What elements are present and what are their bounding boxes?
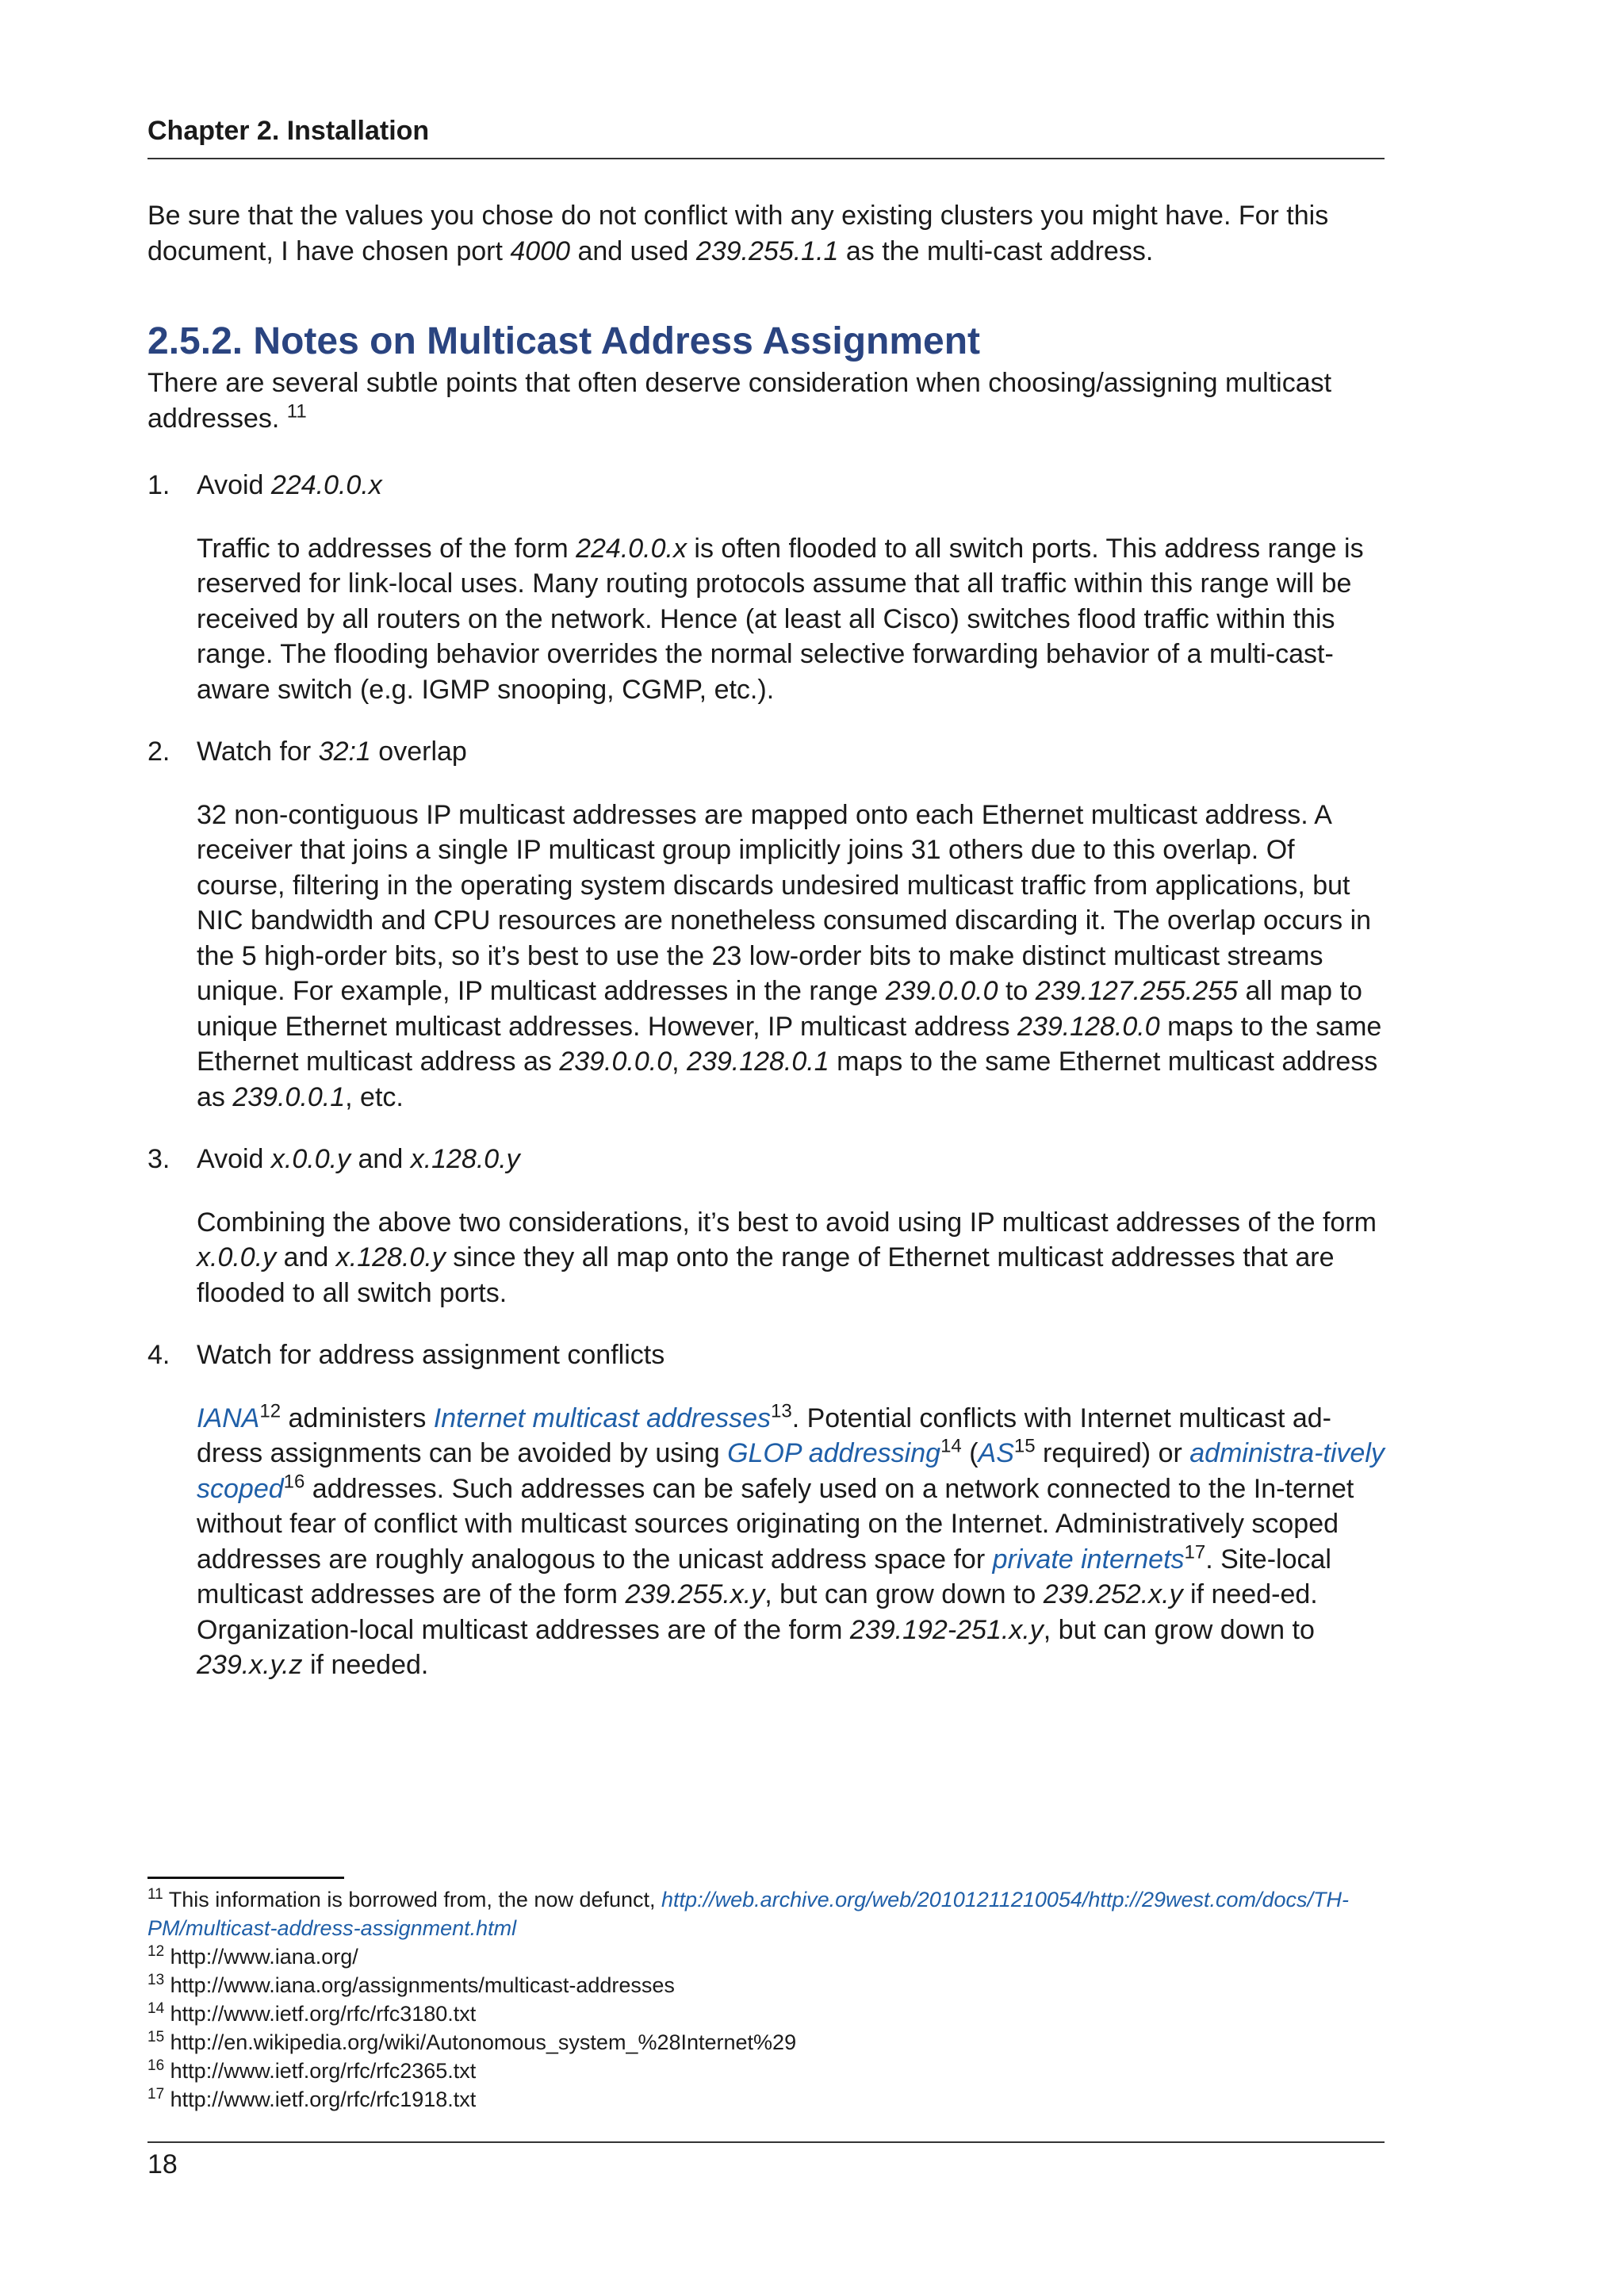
footnote-ref[interactable]: 14: [940, 1435, 962, 1457]
intro-port: 4000: [510, 235, 571, 266]
body-italic: 239.128.0.0: [1017, 1011, 1160, 1042]
list-number: 1.: [147, 470, 170, 500]
footnote-ref[interactable]: 15: [1013, 1435, 1036, 1457]
body-text: maps to the same Ethernet multicast address as: [197, 1011, 1382, 1077]
body-text: ,: [672, 1047, 688, 1077]
list-number: 4.: [147, 1340, 170, 1370]
item-title: Watch for address assignment conflicts: [197, 1340, 665, 1370]
body-italic: 239.127.255.255: [1035, 976, 1239, 1006]
list-item: [147, 468, 1385, 707]
item-body: [197, 1205, 1385, 1311]
as-link[interactable]: AS: [978, 1438, 1014, 1468]
footnote-ref[interactable]: 16: [283, 1471, 305, 1493]
intro-address: 239.255.1.1: [695, 235, 839, 266]
private-internets-link[interactable]: private internets: [992, 1544, 1185, 1575]
footnote: [147, 2028, 1385, 2057]
list-number: 3.: [147, 1144, 170, 1174]
body-italic: 239.192-251.x.y: [849, 1614, 1044, 1645]
lead-text: There are several subtle points that often deserve consideration when choosing/assigning multicast addresses.: [147, 368, 1332, 434]
footnote-text: http://www.ietf.org/rfc/rfc3180.txt: [170, 2002, 477, 2026]
administratively-scoped-link[interactable]: administra-tively scoped: [197, 1438, 1385, 1504]
body-italic: 239.128.0.1: [687, 1047, 829, 1077]
page-number: 18: [147, 2149, 178, 2179]
body-text: all map to unique Ethernet multicast addresses. However, IP multicast address: [197, 976, 1362, 1042]
body-text: and: [276, 1242, 336, 1272]
body-text: to: [998, 976, 1036, 1006]
footnote: [147, 1885, 1385, 1942]
internet-multicast-addresses-link[interactable]: Internet multicast addresses: [433, 1402, 771, 1433]
title-text: Avoid: [197, 470, 271, 500]
title-italic: x.128.0.y: [410, 1144, 520, 1174]
item-body: [197, 531, 1385, 708]
body-italic: 239.252.x.y: [1043, 1579, 1183, 1609]
body-text: , but can grow down to: [764, 1579, 1044, 1609]
list-number: 2.: [147, 737, 170, 767]
title-italic: 32:1: [318, 737, 371, 767]
footnote-text: http://www.ietf.org/rfc/rfc1918.txt: [170, 2087, 477, 2111]
body-text: is often flooded to all switch ports. This address range is reserved for link-local uses. Many routing protocols assume that all traffic within this range will be received by all routers on the network. Hence (at least all Cisco) switches flood traffic within this range. The flooding behavior overrides the normal selective forwarding behavior of a multi-cast-aware switch (e.g. IGMP snooping, CGMP, etc.).: [197, 533, 1364, 705]
footnote-ref[interactable]: 13: [771, 1400, 792, 1422]
iana-link[interactable]: IANA: [197, 1402, 260, 1433]
body-text: if need-ed. Organization-local multicast addresses are of the form: [197, 1579, 1318, 1645]
body-italic: 239.255.x.y: [625, 1579, 765, 1609]
body-italic: 224.0.0.x: [576, 533, 687, 564]
footnote-text: http://en.wikipedia.org/wiki/Autonomous_system_%28Internet%29: [170, 2030, 797, 2054]
body-text: if needed.: [302, 1650, 429, 1680]
footnote: [147, 1942, 1385, 1971]
title-text: and: [350, 1144, 411, 1174]
body-text: (: [961, 1438, 979, 1468]
intro-paragraph: [147, 198, 1385, 269]
body-italic: 239.0.0.1: [232, 1081, 346, 1112]
body-text: 32 non-contiguous IP multicast addresses are mapped onto each Ethernet multicast address. A receiver that joins a single IP multicast group implicitly joins 31 others due to this overlap. Of course, filtering in the operating system discards undesired multicast traffic from applications, but NIC bandwidth and CPU resources are nonetheless consumed discarding it. The overlap occurs in the 5 high-order bits, so it’s best to use the 23 low-order bits to make distinct multicast streams unique. For example, IP multicast addresses in the range: [197, 799, 1372, 1006]
footnote-text: http://www.ietf.org/rfc/rfc2365.txt: [170, 2059, 477, 2083]
footnote-link[interactable]: http://web.archive.org/web/20101211210054/http://29west.com/docs/TH-PM/multicast-address-assignment.html: [147, 1888, 1350, 1940]
footnote: [147, 2085, 1385, 2114]
body-text: since they all map onto the range of Ethernet multicast addresses that are flooded to all switch ports.: [197, 1242, 1335, 1308]
glop-addressing-link[interactable]: GLOP addressing: [727, 1438, 941, 1468]
title-text: overlap: [370, 737, 467, 767]
footnote-number: 15: [147, 2029, 165, 2045]
footnote-number: 14: [147, 2000, 165, 2017]
item-title: [197, 468, 1385, 503]
footnote-number: 11: [147, 1886, 163, 1903]
body-italic: x.128.0.y: [335, 1242, 446, 1272]
body-text: , etc.: [345, 1081, 404, 1112]
list-item: [147, 734, 1385, 1115]
body-text: maps to the same Ethernet multicast address as: [197, 1047, 1378, 1112]
footnote-text: http://www.iana.org/: [170, 1945, 358, 1969]
page-content: [147, 198, 1385, 1710]
list-item: [147, 1142, 1385, 1311]
footnote-ref[interactable]: 17: [1184, 1541, 1206, 1563]
footnote-separator: [147, 1877, 344, 1879]
body-text: . Site-local multicast addresses are of the form: [197, 1544, 1331, 1609]
body-italic: 239.x.y.z: [197, 1650, 303, 1680]
footnote: [147, 1971, 1385, 1999]
footnote-text: This information is borrowed from, the now defunct,: [168, 1888, 662, 1911]
list-item: [147, 1337, 1385, 1683]
body-text: . Potential conflicts with Internet multicast ad-dress assignments can be avoided by using: [197, 1402, 1332, 1468]
footnotes: [147, 1885, 1385, 2114]
footer-rule: [147, 2141, 1385, 2143]
body-italic: x.0.0.y: [197, 1242, 277, 1272]
body-text: addresses. Such addresses can be safely used on a network connected to the In-ternet without fear of conflict with multicast sources originating on the Internet. Administratively scoped addresses are roughly analogous to the unicast address space for: [197, 1473, 1354, 1575]
intro-text: as the multi-cast address.: [838, 235, 1154, 266]
body-text: Traffic to addresses of the form: [197, 533, 576, 564]
footnote-number: 13: [147, 1972, 165, 1988]
section-title: 2.5.2. Notes on Multicast Address Assignment: [147, 320, 981, 362]
title-text: Avoid: [197, 1144, 271, 1174]
intro-text: and used: [570, 235, 696, 266]
body-text: administers: [281, 1402, 434, 1433]
body-text: Combining the above two considerations, it’s best to avoid using IP multicast addresses of the form: [197, 1207, 1377, 1238]
footnote-number: 16: [147, 2057, 165, 2074]
considerations-list: [147, 468, 1385, 1683]
footnote-ref[interactable]: 12: [259, 1400, 282, 1422]
footnote-number: 17: [147, 2086, 165, 2103]
item-body: [197, 798, 1385, 1115]
item-title: [197, 1142, 1385, 1177]
chapter-header: Chapter 2. Installation: [147, 116, 1385, 159]
footnote: [147, 1999, 1385, 2028]
item-body: [197, 1401, 1385, 1683]
footnote-number: 12: [147, 1943, 165, 1960]
item-title: [197, 734, 1385, 770]
body-text: , but can grow down to: [1043, 1614, 1315, 1645]
title-italic: x.0.0.y: [270, 1144, 351, 1174]
footnote-ref[interactable]: 11: [286, 400, 307, 423]
footnote: [147, 2057, 1385, 2085]
body-italic: 239.0.0.0: [885, 976, 998, 1006]
intro-text: Be sure that the values you chose do not conflict with any existing clusters you might have. For this document, I have chosen port: [147, 201, 1329, 266]
title-italic: 224.0.0.x: [270, 470, 382, 500]
body-italic: 239.0.0.0: [559, 1047, 672, 1077]
footnote-text: http://www.iana.org/assignments/multicast-addresses: [170, 1973, 675, 1997]
title-text: Watch for: [197, 737, 319, 767]
body-text: required) or: [1035, 1438, 1190, 1468]
section-lead: [147, 365, 1385, 436]
